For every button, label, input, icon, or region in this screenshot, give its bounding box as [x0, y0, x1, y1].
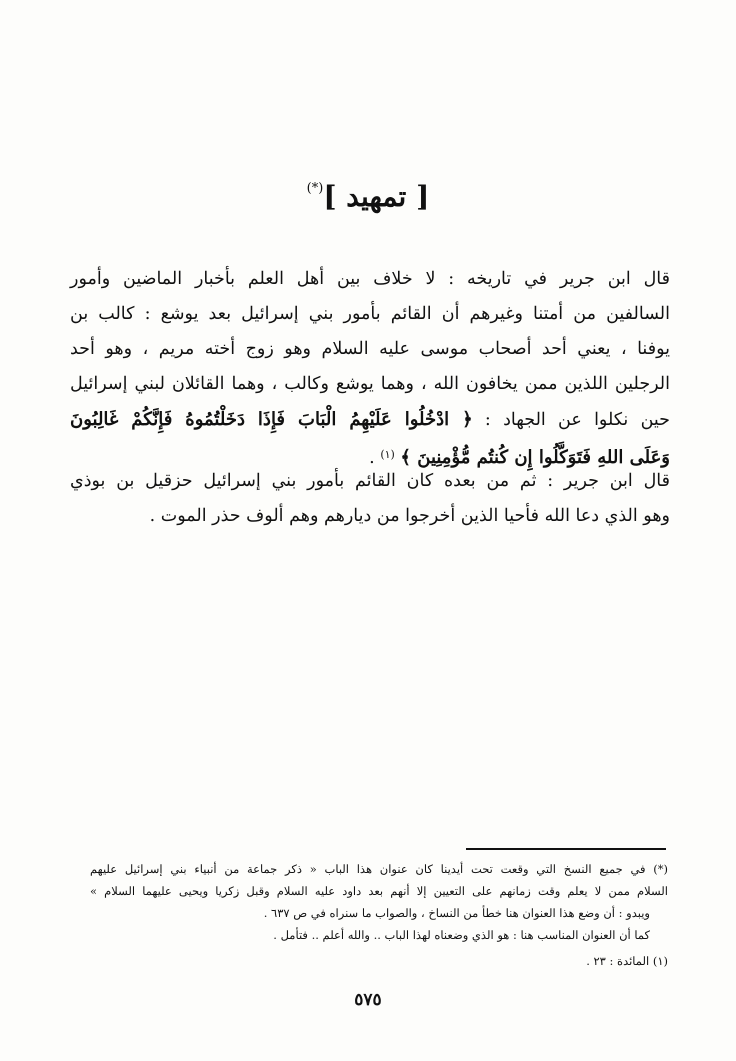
- footnote-line: (*) في جميع النسخ التي وقعت تحت أيدينا كان عنوان هذا الباب « ذكر جماعة من أنبياء بني إسرائيل عليهم: [90, 862, 668, 876]
- paragraph-line: وهو الذي دعا الله فأحيا الذين أخرجوا من ديارهم وهم ألوف حذر الموت .: [149, 506, 670, 526]
- paragraph-line: قال ابن جرير : ثم من بعده كان القائم بأمور بني إسرائيل حزقيل بن بوذي: [70, 471, 670, 491]
- quran-verse-part-1: ﴿ ادْخُلُوا عَلَيْهِمُ الْبَابَ فَإِذَا دَخَلْتُمُوهُ فَإِنَّكُمْ غَالِبُونَ: [70, 409, 473, 430]
- line-end-punctuation: .: [369, 448, 375, 468]
- line-prefix: حين نكلوا عن الجهاد :: [484, 410, 670, 430]
- paragraph-line: الرجلين اللذين ممن يخافون الله ، وهما يوشع وكالب ، وهما القائلان لبني إسرائيل: [70, 374, 670, 394]
- footnote-line: ويبدو : أن وضع هذا العنوان هنا خطأ من النساخ ، والصواب ما سنراه في ص ٦٣٧ .: [263, 906, 650, 920]
- quran-verse-part-2: وَعَلَى اللهِ فَتَوَكَّلُوا إِن كُنتُم مُّؤْمِنِينَ ﴾: [400, 447, 670, 468]
- footnote-line: (١) المائدة : ٢٣ .: [586, 954, 668, 968]
- footnotes: [90, 858, 668, 972]
- paragraph-1: [70, 262, 670, 472]
- footnote-reference: (١): [380, 448, 395, 461]
- paragraph-line-with-verse: [70, 402, 670, 437]
- footnote-line: السلام ممن لا يعلم وقت زمانهم على التعيين إلا أنهم بعد داود عليه السلام وقبل زكريا ويحيى عليهما السلام »: [90, 884, 668, 898]
- paragraph-line: يوفنا ، يعني أحد أصحاب موسى عليه السلام وهو زوج أخته مريم ، وهو أحد: [70, 339, 670, 359]
- title-footnote-mark: (*): [306, 181, 324, 196]
- paragraph-line: قال ابن جرير في تاريخه : لا خلاف بين أهل العلم بأخبار الماضين وأمور: [70, 269, 670, 289]
- page-title: [0, 180, 736, 213]
- title-text: [ تمهيد ]: [323, 180, 430, 213]
- paragraph-line: السالفين من أمتنا وغيرهم أن القائم بأمور بني إسرائيل بعد يوشع : كالب بن: [70, 304, 670, 324]
- page-number: ٥٧٥: [354, 990, 382, 1010]
- footnote-line: كما أن العنوان المناسب هنا : هو الذي وضعناه لهذا الباب .. والله أعلم .. فتأمل .: [273, 928, 650, 942]
- footnote-separator: [466, 848, 666, 850]
- paragraph-2: [70, 464, 670, 534]
